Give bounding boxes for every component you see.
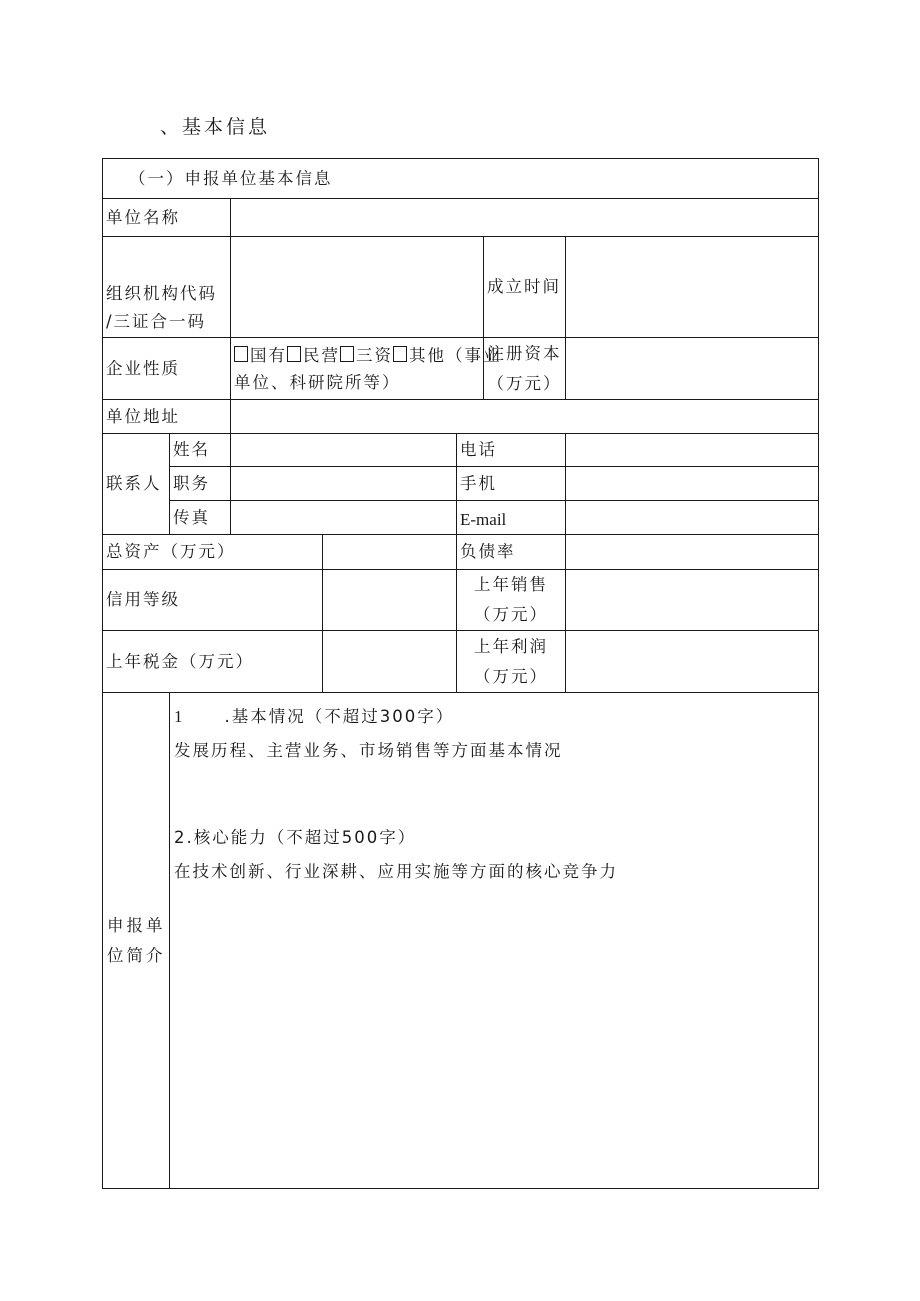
unit-address-label: 单位地址 <box>103 400 231 434</box>
intro-label-line1: 申报单 <box>107 915 166 935</box>
intro-item2-title: 2.核心能力（不超过500字） <box>174 828 417 847</box>
total-assets-field[interactable] <box>323 535 457 570</box>
founding-time-label: 成立时间 <box>484 237 566 338</box>
contact-position-label: 职务 <box>170 467 231 501</box>
section-title: （一）申报单位基本信息 <box>103 159 819 199</box>
contact-mobile-field[interactable] <box>566 467 819 501</box>
last-year-tax-field[interactable] <box>323 631 457 693</box>
contact-fax-label: 传真 <box>170 501 231 535</box>
private-checkbox[interactable] <box>287 346 301 362</box>
contact-mobile-label: 手机 <box>457 467 566 501</box>
contact-person-label: 联系人 <box>103 434 170 535</box>
contact-phone-label: 电话 <box>457 434 566 467</box>
foreign-funded-checkbox[interactable] <box>340 346 354 362</box>
enterprise-nature-options <box>231 338 502 400</box>
registered-capital-label-line1: 注册资本 <box>487 343 562 363</box>
intro-item2-desc: 在技术创新、行业深耕、应用实施等方面的核心竞争力 <box>174 862 618 881</box>
credit-rating-field[interactable] <box>323 570 457 631</box>
contact-email-label: E-mail <box>457 501 566 535</box>
enterprise-nature-label: 企业性质 <box>103 338 231 400</box>
contact-email-field[interactable] <box>566 501 819 535</box>
contact-name-label: 姓名 <box>170 434 231 467</box>
state-owned-checkbox[interactable] <box>234 346 248 362</box>
page-heading: 、基本信息 <box>160 116 271 138</box>
last-year-sales-label-line2: （万元） <box>474 605 548 624</box>
foreign-funded-label: 三资 <box>356 345 393 365</box>
intro-item1-title <box>174 703 818 731</box>
registered-capital-label-line2: （万元） <box>487 373 562 393</box>
last-year-tax-label: 上年税金（万元） <box>103 631 323 693</box>
contact-position-field[interactable] <box>231 467 457 501</box>
intro-label <box>103 693 170 1189</box>
last-year-sales-field[interactable] <box>566 570 819 631</box>
last-year-profit-field[interactable] <box>566 631 819 693</box>
org-code-label-line2: /三证合一码 <box>106 312 207 331</box>
applicant-info-form <box>102 158 819 1189</box>
intro-content-field[interactable] <box>170 693 819 1189</box>
debt-ratio-label: 负债率 <box>457 535 566 570</box>
other-checkbox[interactable] <box>393 346 407 362</box>
intro-item1-desc: 发展历程、主营业务、市场销售等方面基本情况 <box>174 741 563 760</box>
last-year-profit-label <box>457 631 566 693</box>
intro-item1-number: 1 <box>174 707 183 726</box>
org-code-field[interactable] <box>231 237 484 338</box>
total-assets-label: 总资产（万元） <box>103 535 323 570</box>
nature-options-line1 <box>234 342 502 369</box>
contact-phone-field[interactable] <box>566 434 819 467</box>
intro-item1-title-text: .基本情况（不超过300字） <box>224 707 455 726</box>
state-owned-label: 国有 <box>250 345 287 365</box>
unit-name-label: 单位名称 <box>103 199 231 237</box>
unit-address-field[interactable] <box>231 400 819 434</box>
unit-name-field[interactable] <box>231 199 819 237</box>
registered-capital-field[interactable] <box>566 338 819 400</box>
registered-capital-label <box>484 338 566 400</box>
intro-label-line2: 位简介 <box>107 945 166 965</box>
last-year-sales-label-line1: 上年销售 <box>474 575 548 594</box>
contact-fax-field[interactable] <box>231 501 457 535</box>
other-label: 其他（事业 <box>409 345 502 365</box>
org-code-label <box>103 237 231 338</box>
private-label: 民营 <box>303 345 340 365</box>
last-year-sales-label <box>457 570 566 631</box>
contact-name-field[interactable] <box>231 434 457 467</box>
org-code-label-line1: 组织机构代码 <box>106 284 217 303</box>
debt-ratio-field[interactable] <box>566 535 819 570</box>
last-year-profit-label-line1: 上年利润 <box>474 636 548 656</box>
last-year-profit-label-line2: （万元） <box>474 666 548 686</box>
nature-options-line2: 单位、科研院所等） <box>234 372 401 392</box>
founding-time-field[interactable] <box>566 237 819 338</box>
credit-rating-label: 信用等级 <box>103 570 323 631</box>
